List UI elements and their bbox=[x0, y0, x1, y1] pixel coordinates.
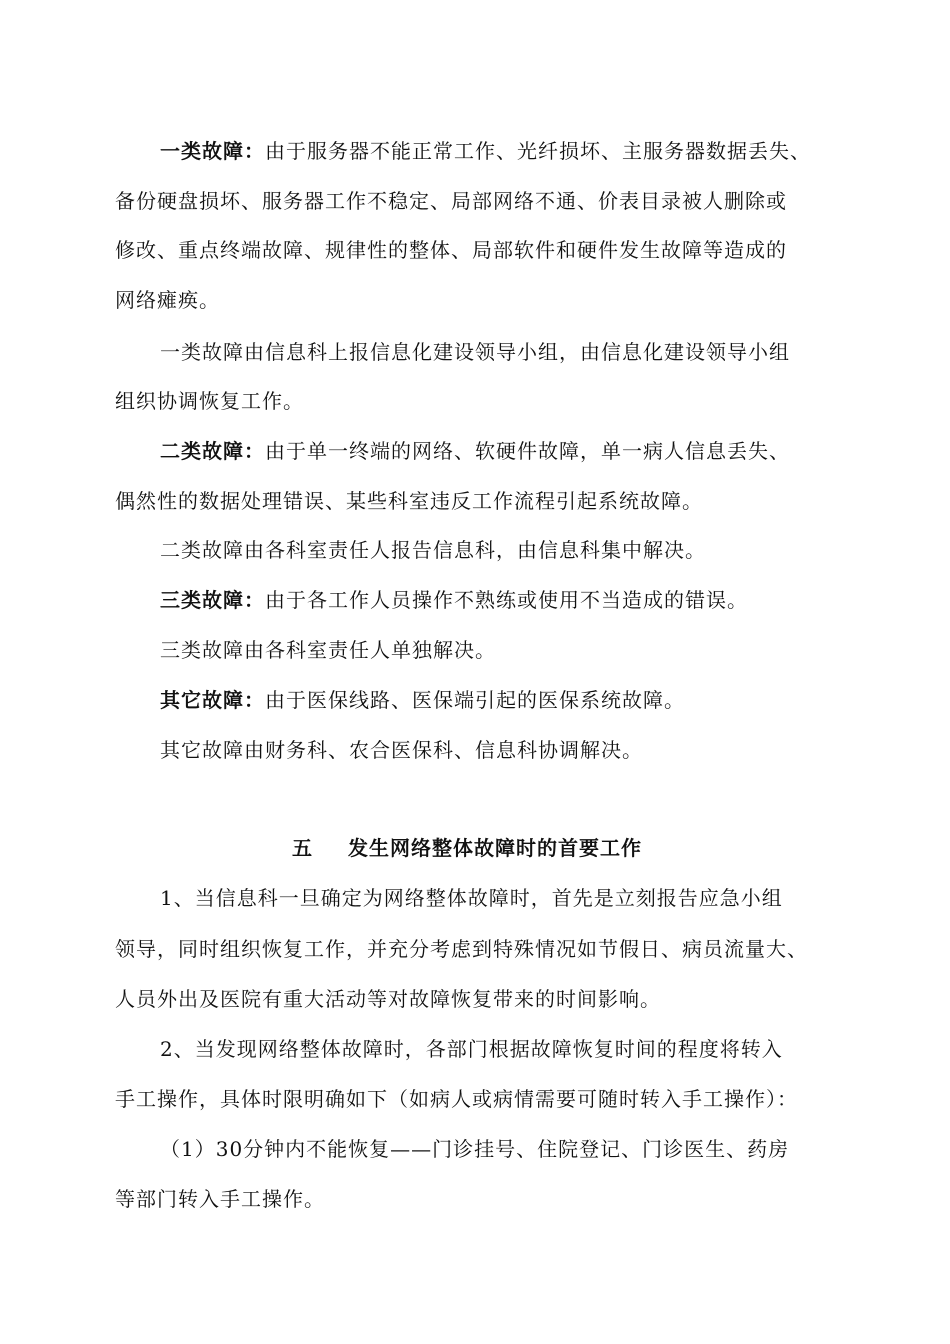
type2-text: 由于单一终端的网络、软硬件故障，单一病人信息丢失、 bbox=[265, 439, 790, 463]
type2-handling: 二类故障由各科室责任人报告信息科，由信息科集中解决。 bbox=[160, 538, 706, 562]
type2-paragraph-line2: 偶然性的数据处理错误、某些科室违反工作流程引起系统故障。 bbox=[115, 489, 703, 513]
item1-line3: 人员外出及医院有重大活动等对故障恢复带来的时间影响。 bbox=[115, 987, 661, 1011]
other-label: 其它故障： bbox=[160, 688, 265, 712]
type3-label: 三类故障： bbox=[160, 588, 265, 612]
other-text: 由于医保线路、医保端引起的医保系统故障。 bbox=[265, 688, 685, 712]
item3-line2: 等部门转入手工操作。 bbox=[115, 1187, 325, 1211]
type1-label: 一类故障： bbox=[160, 139, 265, 163]
other-handling: 其它故障由财务科、农合医保科、信息科协调解决。 bbox=[160, 738, 643, 762]
item1-line2: 领导，同时组织恢复工作，并充分考虑到特殊情况如节假日、病员流量大、 bbox=[115, 937, 808, 961]
type1-handling-line2: 组织协调恢复工作。 bbox=[115, 389, 304, 413]
type1-handling-line1: 一类故障由信息科上报信息化建设领导小组，由信息化建设领导小组 bbox=[160, 340, 790, 364]
item1-line1: 1、当信息科一旦确定为网络整体故障时，首先是立刻报告应急小组 bbox=[160, 886, 783, 910]
item2-line2: 手工操作，具体时限明确如下（如病人或病情需要可随时转入手工操作）： bbox=[115, 1087, 798, 1111]
item2-line1: 2、当发现网络整体故障时，各部门根据故障恢复时间的程度将转入 bbox=[160, 1037, 783, 1061]
item3-line1: （1）30分钟内不能恢复——门诊挂号、住院登记、门诊医生、药房 bbox=[160, 1137, 790, 1161]
type1-paragraph-line4: 网络瘫痪。 bbox=[115, 288, 220, 312]
type2-paragraph-line1 bbox=[160, 439, 790, 463]
section-five-number: 五 bbox=[292, 836, 313, 860]
section-five-heading bbox=[292, 836, 642, 860]
type3-paragraph bbox=[160, 588, 748, 612]
section-five-title: 发生网络整体故障时的首要工作 bbox=[348, 836, 642, 860]
type3-handling: 三类故障由各科室责任人单独解决。 bbox=[160, 638, 496, 662]
other-paragraph bbox=[160, 688, 685, 712]
type1-paragraph-line2: 备份硬盘损坏、服务器工作不稳定、局部网络不通、价表目录被人删除或 bbox=[115, 189, 787, 213]
type3-text: 由于各工作人员操作不熟练或使用不当造成的错误。 bbox=[265, 588, 748, 612]
type1-paragraph-line3: 修改、重点终端故障、规律性的整体、局部软件和硬件发生故障等造成的 bbox=[115, 238, 787, 262]
type2-label: 二类故障： bbox=[160, 439, 265, 463]
type1-paragraph-line1 bbox=[160, 139, 811, 163]
type1-text: 由于服务器不能正常工作、光纤损坏、主服务器数据丢失、 bbox=[265, 139, 811, 163]
